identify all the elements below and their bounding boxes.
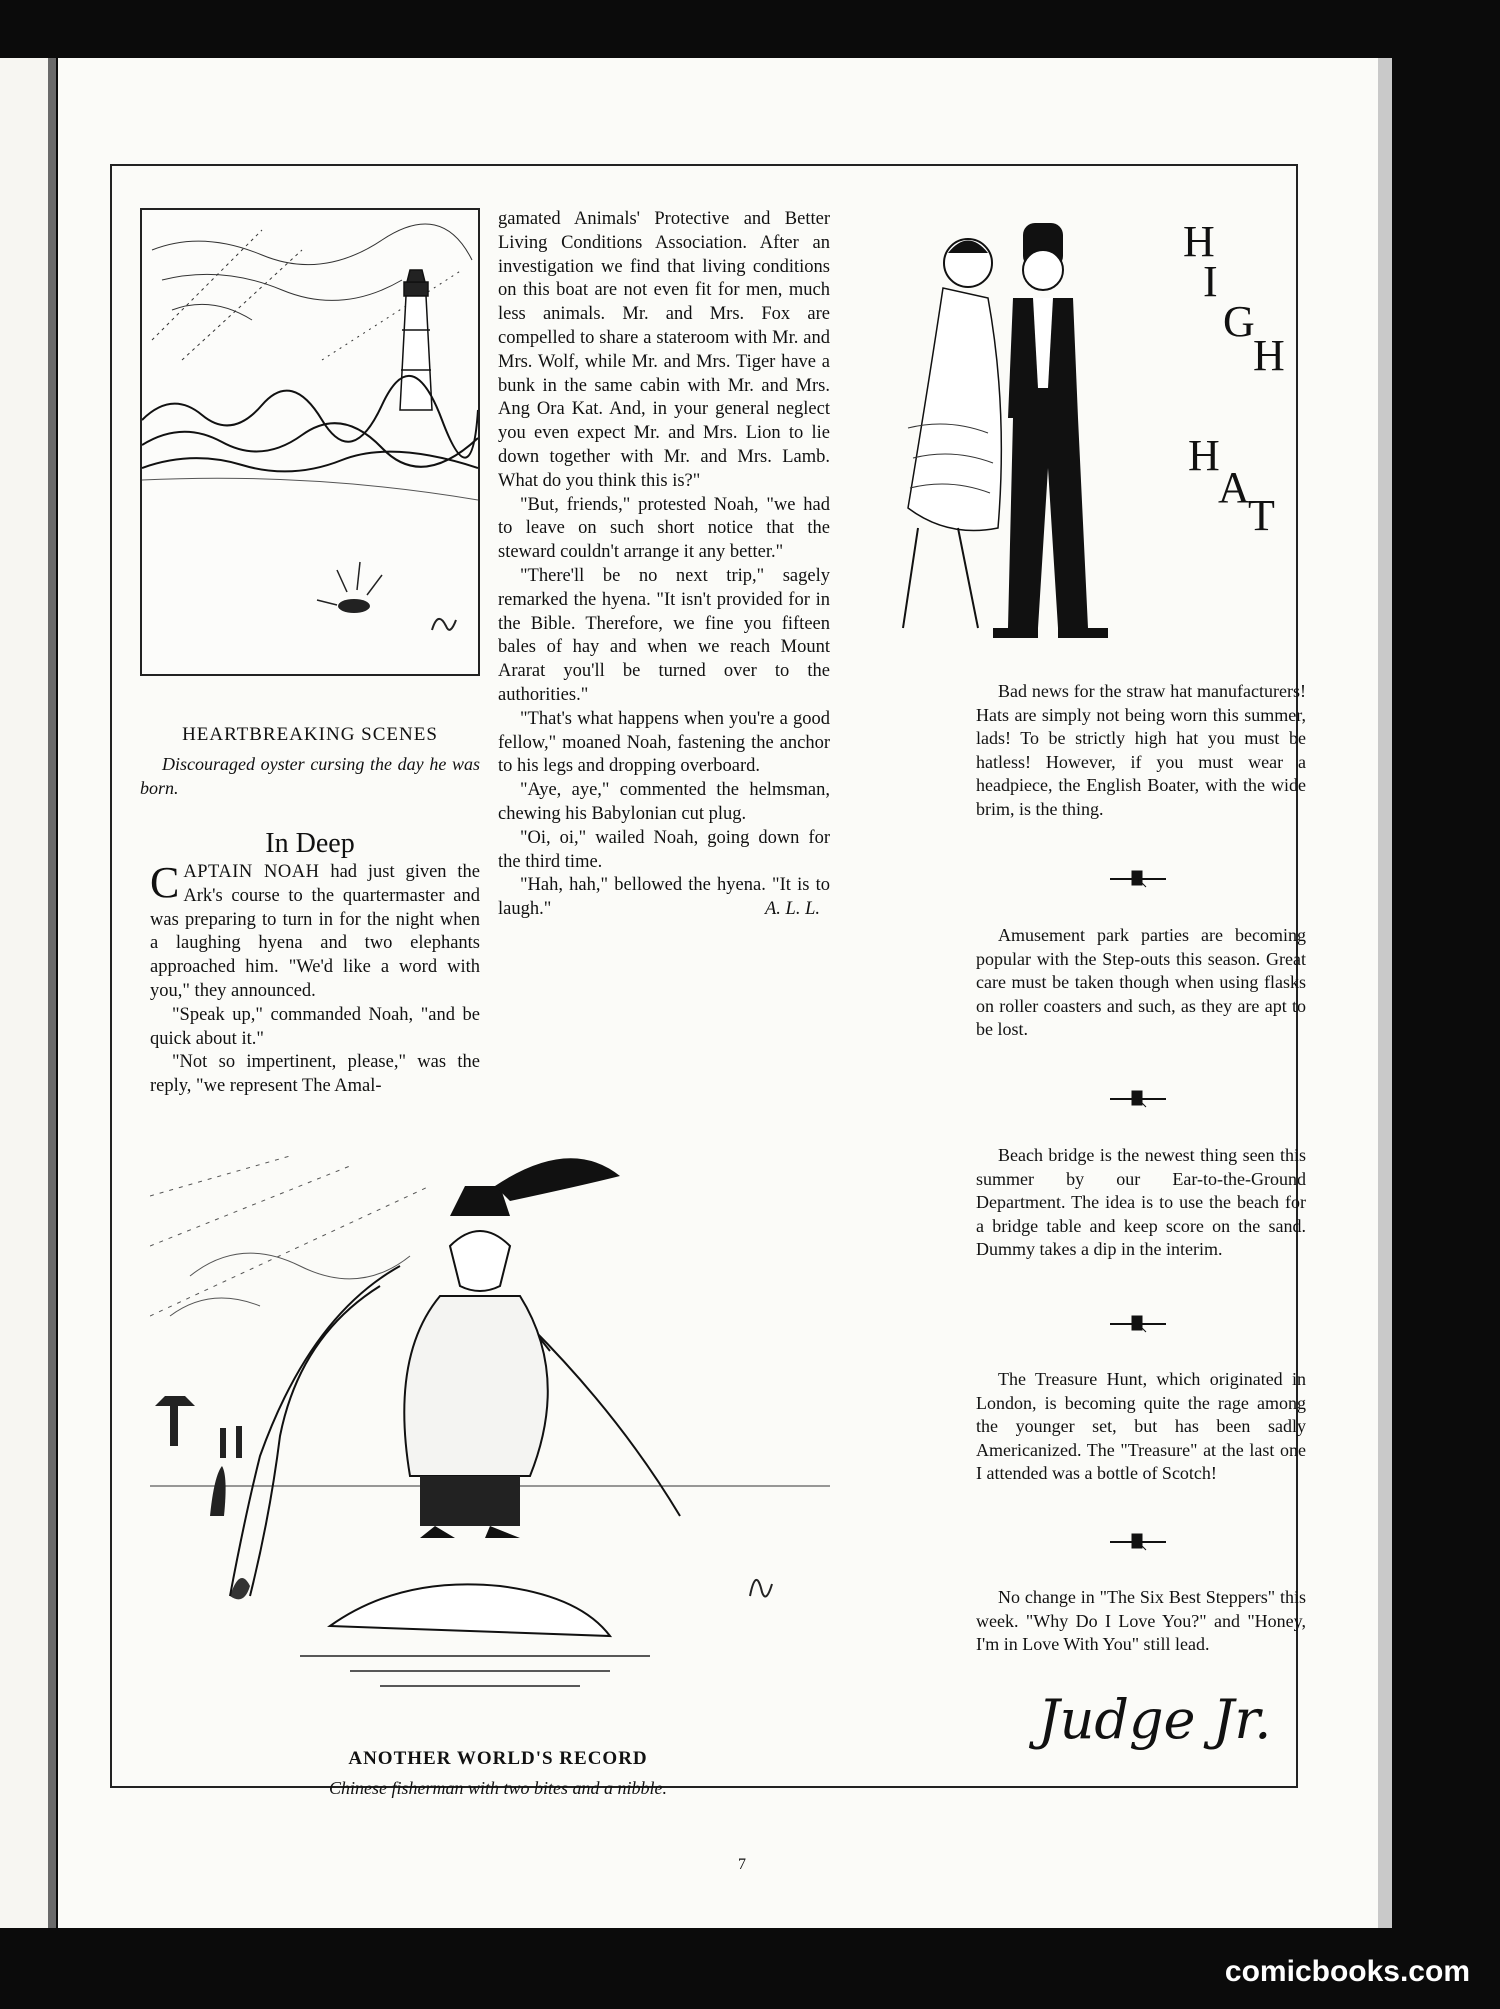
story-middle-column [498, 208, 830, 922]
story-paragraph-3: "Not so impertinent, please," was the reply, "we represent The Amal- [150, 1052, 480, 1097]
column-item-2: Amusement park parties are becoming popular with the Step-outs this season. Great care must be taken though when using flasks on roller coasters and such, as they are apt to be lost. [976, 925, 1306, 1039]
high-hat-letter-h1: H [1183, 217, 1215, 266]
lighthouse-drawing [142, 210, 478, 674]
story-text: had just given the Ark's course to the quartermaster and was preparing to turn in for the night when a laughing hyena and two elephants approached him. "We'd like a word with you," they announced. [150, 862, 480, 1001]
cartoon-title-world-record: ANOTHER WORLD'S RECORD [348, 1748, 648, 1769]
high-hat-letter-t: T [1248, 491, 1275, 540]
drop-cap: C [150, 858, 180, 907]
lighthouse-cartoon [140, 208, 480, 676]
cartoon-caption-fisherman: Chinese fisherman with two bites and a nibble. [329, 1778, 667, 1798]
story-paragraph-7: "That's what happens when you're a good fellow," moaned Noah, fastening the anchor to his legs and dropping overboard. [498, 708, 830, 777]
story-paragraph-5: "But, friends," protested Noah, "we had to leave on such short notice that the steward couldn't arrange it any better." [498, 494, 830, 563]
cartoon-caption-oyster: Discouraged oyster cursing the day he was born. [140, 754, 480, 798]
story-paragraph-2: "Speak up," commanded Noah, "and be quick about it." [150, 1004, 480, 1049]
page-gutter [48, 58, 56, 1928]
divider-icon [1108, 1313, 1168, 1335]
column-item-5: No change in "The Six Best Steppers" this week. "Why Do I Love You?" and "Honey, I'm in Love With You" still lead. [976, 1587, 1306, 1654]
high-hat-illustration [888, 208, 1308, 658]
dancing-couple-drawing [888, 208, 1148, 658]
page-number: 7 [738, 1856, 746, 1873]
divider-icon [1108, 1088, 1168, 1110]
page-edge-right [1378, 58, 1392, 1928]
column-signature: Judge Jr. [1038, 1688, 1272, 1751]
fisherman-cartoon [150, 1156, 830, 1746]
story-paragraph-1 [150, 858, 480, 1004]
divider-icon [1108, 868, 1168, 890]
column-item-4: The Treasure Hunt, which originated in London, is becoming quite the rage among the younger set, but has been sadly Americanized. The "Treasure" at the last one I attended was a bottle of Scotch! [976, 1369, 1306, 1483]
story-paragraph-8: "Aye, aye," commented the helmsman, chewing his Babylonian cut plug. [498, 780, 830, 824]
story-lead: APTAIN NOAH [183, 862, 320, 882]
magazine-page [58, 58, 1378, 1928]
column-item-1: Bad news for the straw hat manufacturers! Hats are simply not being worn this summer, lads! To be strictly high hat you must be hatless! However, if you must wear a headpiece, the English Boater, with the wide brim, is the thing. [976, 681, 1306, 819]
watermark: comicbooks.com [1224, 1955, 1470, 1988]
story-left-column [150, 858, 480, 1099]
facing-page-edge [0, 58, 55, 1928]
story-paragraph-10 [498, 874, 830, 922]
story-paragraph-6: "There'll be no next trip," sagely remarked the hyena. "It isn't provided for in the Bible. Therefore, we fine you fifteen bales of hay and when we reach Mount Ararat you'll be turned over to the authorities." [498, 565, 830, 705]
high-hat-letter-h3: H [1188, 431, 1220, 480]
story-title: In Deep [265, 828, 355, 859]
high-hat-letter-g: G [1223, 297, 1255, 346]
divider-icon [1108, 1531, 1168, 1553]
high-hat-letter-a: A [1218, 463, 1250, 512]
cartoon-title-heartbreaking: HEARTBREAKING SCENES [182, 724, 438, 745]
column-item-3: Beach bridge is the newest thing seen this summer by our Ear-to-the-Ground Department. The idea is to use the beach for a bridge table and keep score on the sand. Dummy takes a dip in the interim. [976, 1145, 1306, 1259]
high-hat-letter-h2: H [1253, 331, 1285, 380]
high-hat-letter-i: I [1203, 257, 1218, 306]
fisherman-drawing [150, 1156, 830, 1746]
story-signature: A. L. L. [764, 899, 820, 920]
story-paragraph-4: gamated Animals' Protective and Better Living Conditions Association. After an investigation we find that living conditions on this boat are not even fit for men, much less animals. Mr. and Mrs. Fox are compelled to share a stateroom with Mr. and Mrs. Wolf, while Mr. and Mrs. Tiger have a bunk in the same cabin with Mr. and Mrs. Ang Ora Kat. And, in your general neglect you even expect Mr. and Mrs. Lion to lie down together with Mr. and Mrs. Lamb. What do you think this is?" [498, 209, 830, 491]
story-last-line: "Hah, hah," bellowed the hyena. "It is to laugh." [498, 875, 830, 920]
story-paragraph-9: "Oi, oi," wailed Noah, going down for the third time. [498, 827, 830, 872]
